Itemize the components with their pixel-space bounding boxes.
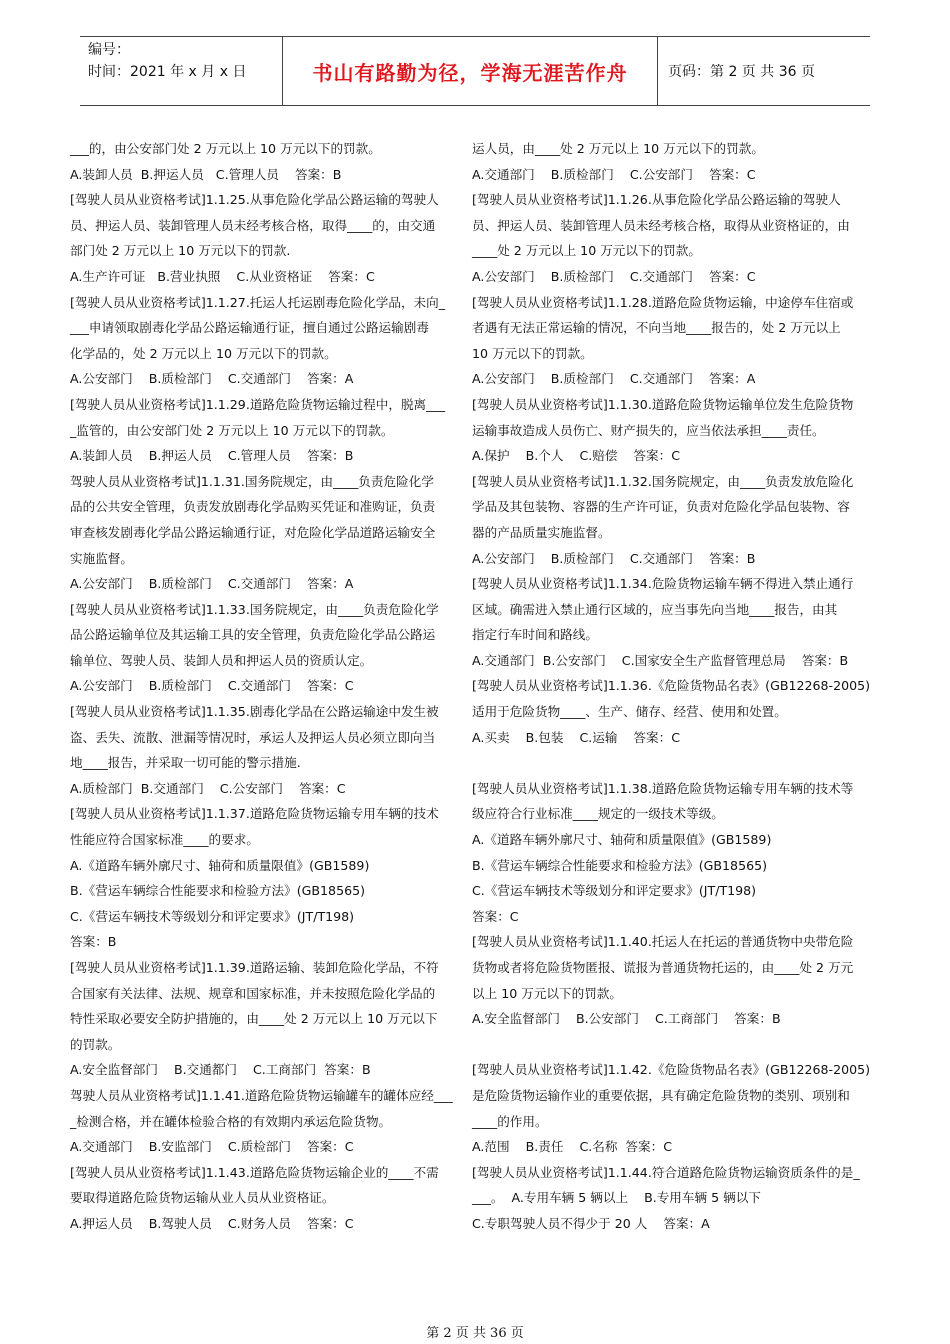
- text-line: ____处 2 万元以上 10 万元以下的罚款。: [472, 243, 701, 259]
- text-line: A.装卸人员 B.押运人员 C.管理人员 答案：B: [70, 166, 342, 182]
- text-line: [驾驶人员从业资格考试]1.1.32.国务院规定，由____负责发放危险化: [472, 473, 854, 489]
- text-line: 学品及其包装物、容器的生产许可证，负责对危险化学品包装物、容: [472, 499, 850, 515]
- text-line: 员、押运人员、装卸管理人员未经考核合格，取得从业资格证的，由: [472, 217, 850, 233]
- text-line: C.《营运车辆技术等级划分和评定要求》(JT/T198): [472, 883, 757, 899]
- text-line: 驾驶人员从业资格考试]1.1.31.国务院规定，由____负责危险化学: [70, 473, 434, 489]
- text-line: A.装卸人员 B.押运人员 C.管理人员 答案：B: [70, 448, 354, 464]
- text-line: 部门处 2 万元以上 10 万元以下的罚款.: [70, 243, 291, 259]
- page-footer: 第 2 页 共 36 页: [426, 1326, 524, 1341]
- left-column: [70, 136, 468, 1237]
- header-motto: 书山有路勤为径，学海无涯苦作舟: [282, 37, 658, 105]
- text-line: 实施监督。: [70, 550, 133, 566]
- text-line: A.交通部门 B.安监部门 C.质检部门 答案：C: [70, 1139, 354, 1155]
- text-line: [驾驶人员从业资格考试]1.1.34.危险货物运输车辆不得进入禁止通行: [472, 576, 854, 592]
- right-column: [472, 136, 884, 1237]
- text-line: [驾驶人员从业资格考试]1.1.27.托运人托运剧毒危险化学品，未向_: [70, 294, 446, 310]
- text-line: 地____报告，并采取一切可能的警示措施.: [70, 755, 301, 771]
- text-line: 级应符合行业标准____规定的一级技术等级。: [472, 806, 724, 822]
- text-line: A.公安部门 B.质检部门 C.交通部门 答案：A: [472, 371, 756, 387]
- text-line: 合国家有关法律、法规、规章和国家标准，并未按照危险化学品的: [70, 985, 436, 1001]
- text-line: A.公安部门 B.质检部门 C.交通部门 答案：A: [70, 576, 354, 592]
- page-header: [80, 36, 870, 106]
- text-line: 10 万元以下的罚款。: [472, 345, 593, 361]
- text-line: A.公安部门 B.质检部门 C.交通部门 答案：C: [70, 678, 354, 694]
- text-line: A.范围 B.责任 C.名称 答案：C: [472, 1139, 673, 1155]
- text-line: 是危险货物运输作业的重要依据，具有确定危险货物的类别、项别和: [472, 1087, 850, 1103]
- text-line: 者遇有无法正常运输的情况，不向当地____报告的，处 2 万元以上: [472, 320, 841, 336]
- text-line: 区域。确需进入禁止通行区域的，应当事先向当地____报告，由其: [472, 601, 838, 617]
- text-line: [驾驶人员从业资格考试]1.1.30.道路危险货物运输单位发生危险货物: [472, 396, 854, 412]
- text-line: [驾驶人员从业资格考试]1.1.39.道路运输、装卸危险化学品，不符: [70, 960, 439, 975]
- text-line: [驾驶人员从业资格考试]1.1.33.国务院规定，由____负责危险化学: [70, 601, 439, 617]
- text-line: A.公安部门 B.质检部门 C.交通部门 答案：A: [70, 371, 354, 387]
- text-line: 性能应符合国家标准____的要求。: [70, 832, 259, 848]
- text-line: 审查核发剧毒化学品公路运输通行证，对危险化学品道路运输安全: [70, 524, 436, 540]
- text-line: A.《道路车辆外廓尺寸、轴荷和质量限值》(GB1589): [70, 857, 370, 873]
- text-line: 员、押运人员、装卸管理人员未经考核合格，取得____的，由交通: [70, 217, 436, 233]
- text-line: A.安全监督部门 B.公安部门 C.工商部门 答案：B: [472, 1011, 781, 1027]
- text-line: C.专职驾驶人员不得少于 20 人 答案：A: [472, 1215, 710, 1231]
- text-line: 货物或者将危险货物匿报、谎报为普通货物托运的，由____处 2 万元: [472, 960, 854, 975]
- text-line: [472, 1032, 884, 1058]
- text-line: 指定行车时间和路线。: [472, 627, 598, 643]
- text-line: [驾驶人员从业资格考试]1.1.25.从事危险化学品公路运输的驾驶人: [70, 192, 439, 208]
- text-line: A.公安部门 B.质检部门 C.交通部门 答案：B: [472, 550, 756, 566]
- text-line: [驾驶人员从业资格考试]1.1.35.剧毒化学品在公路运输途中发生被: [70, 704, 439, 720]
- text-line: 盗、丢失、流散、泄漏等情况时，承运人及押运人员必须立即向当: [70, 729, 436, 745]
- time-label: 时间：2021 年 x 月 x 日: [88, 64, 247, 80]
- text-line: 要取得道路危险货物运输从业人员从业资格证。: [70, 1190, 335, 1206]
- text-line: 特性采取必要安全防护措施的，由____处 2 万元以上 10 万元以下: [70, 1011, 438, 1027]
- text-line: C.《营运车辆技术等级划分和评定要求》(JT/T198): [70, 908, 355, 924]
- text-line: [驾驶人员从业资格考试]1.1.37.道路危险货物运输专用车辆的技术: [70, 806, 439, 822]
- text-line: A.交通部门 B.质检部门 C.公安部门 答案：C: [472, 166, 756, 182]
- text-line: [472, 750, 884, 776]
- text-line: ___。 A.专用车辆 5 辆以上 B.专用车辆 5 辆以下: [472, 1190, 761, 1206]
- text-line: A.质检部门 B.交通部门 C.公安部门 答案：C: [70, 780, 346, 796]
- text-line: A.押运人员 B.驾驶人员 C.财务人员 答案：C: [70, 1215, 354, 1231]
- text-line: 答案：C: [472, 908, 519, 924]
- text-line: ___的，由公安部门处 2 万元以上 10 万元以下的罚款。: [70, 141, 381, 156]
- text-line: [驾驶人员从业资格考试]1.1.44.符合道路危险货物运输资质条件的是_: [472, 1164, 860, 1180]
- text-line: 适用于危险货物____、生产、储存、经营、使用和处置。: [472, 704, 787, 720]
- text-line: 运输事故造成人员伤亡、财产损失的，应当依法承担____责任。: [472, 422, 825, 438]
- text-line: 答案：B: [70, 934, 117, 950]
- text-line: [驾驶人员从业资格考试]1.1.28.道路危险货物运输，中途停车住宿或: [472, 294, 854, 310]
- number-label: 编号：: [88, 42, 130, 58]
- text-line: 品的公共安全管理，负责发放剧毒化学品购买凭证和准购证，负责: [70, 499, 436, 515]
- text-line: A.安全监督部门 B.交通都门 C.工商部门 答案：B: [70, 1062, 371, 1078]
- text-line: 的罚款。: [70, 1036, 121, 1052]
- text-line: [驾驶人员从业资格考试]1.1.42.《危险货物品名表》(GB12268-2005): [472, 1062, 871, 1078]
- text-line: 驾驶人员从业资格考试]1.1.41.道路危险货物运输罐车的罐体应经___: [70, 1087, 453, 1103]
- text-line: A.保护 B.个人 C.赔偿 答案：C: [472, 448, 681, 464]
- text-line: 以上 10 万元以下的罚款。: [472, 985, 622, 1001]
- text-line: _监管的，由公安部门处 2 万元以上 10 万元以下的罚款。: [70, 422, 394, 438]
- text-line: A.交通部门 B.公安部门 C.国家安全生产监督管理总局 答案：B: [472, 652, 849, 668]
- text-line: A.生产许可证 B.营业执照 C.从业资格证 答案：C: [70, 268, 375, 284]
- text-line: [驾驶人员从业资格考试]1.1.43.道路危险货物运输企业的____不需: [70, 1164, 439, 1180]
- text-line: [驾驶人员从业资格考试]1.1.36.《危险货物品名表》(GB12268-2005): [472, 678, 871, 694]
- header-page-label: 页码：第 2 页 共 36 页: [668, 64, 815, 80]
- text-line: ___申请领取剧毒化学品公路运输通行证，擅自通过公路运输剧毒: [70, 320, 429, 336]
- text-line: [驾驶人员从业资格考试]1.1.38.道路危险货物运输专用车辆的技术等: [472, 780, 854, 796]
- text-line: 输单位、驾驶人员、装卸人员和押运人员的资质认定。: [70, 652, 373, 668]
- text-line: B.《营运车辆综合性能要求和检验方法》(GB18565): [472, 857, 768, 873]
- text-line: 品公路运输单位及其运输工具的安全管理，负责危险化学品公路运: [70, 627, 436, 643]
- text-line: A.《道路车辆外廓尺寸、轴荷和质量限值》(GB1589): [472, 832, 772, 848]
- text-line: [驾驶人员从业资格考试]1.1.26.从事危险化学品公路运输的驾驶人: [472, 192, 841, 208]
- text-line: A.买卖 B.包装 C.运输 答案：C: [472, 729, 681, 745]
- text-line: ____的作用。: [472, 1113, 548, 1129]
- text-line: _检测合格，并在罐体检验合格的有效期内承运危险货物。: [70, 1113, 392, 1129]
- text-line: 运人员，由____处 2 万元以上 10 万元以下的罚款。: [472, 141, 764, 156]
- text-line: [驾驶人员从业资格考试]1.1.40.托运人在托运的普通货物中央带危险: [472, 934, 854, 950]
- header-meta: [80, 37, 282, 105]
- text-line: 器的产品质量实施监督。: [472, 524, 611, 540]
- text-line: 化学品的，处 2 万元以上 10 万元以下的罚款。: [70, 345, 337, 361]
- text-line: A.公安部门 B.质检部门 C.交通部门 答案：C: [472, 268, 756, 284]
- text-line: [驾驶人员从业资格考试]1.1.29.道路危险货物运输过程中，脱离___: [70, 396, 446, 412]
- text-line: B.《营运车辆综合性能要求和检验方法》(GB18565): [70, 883, 366, 899]
